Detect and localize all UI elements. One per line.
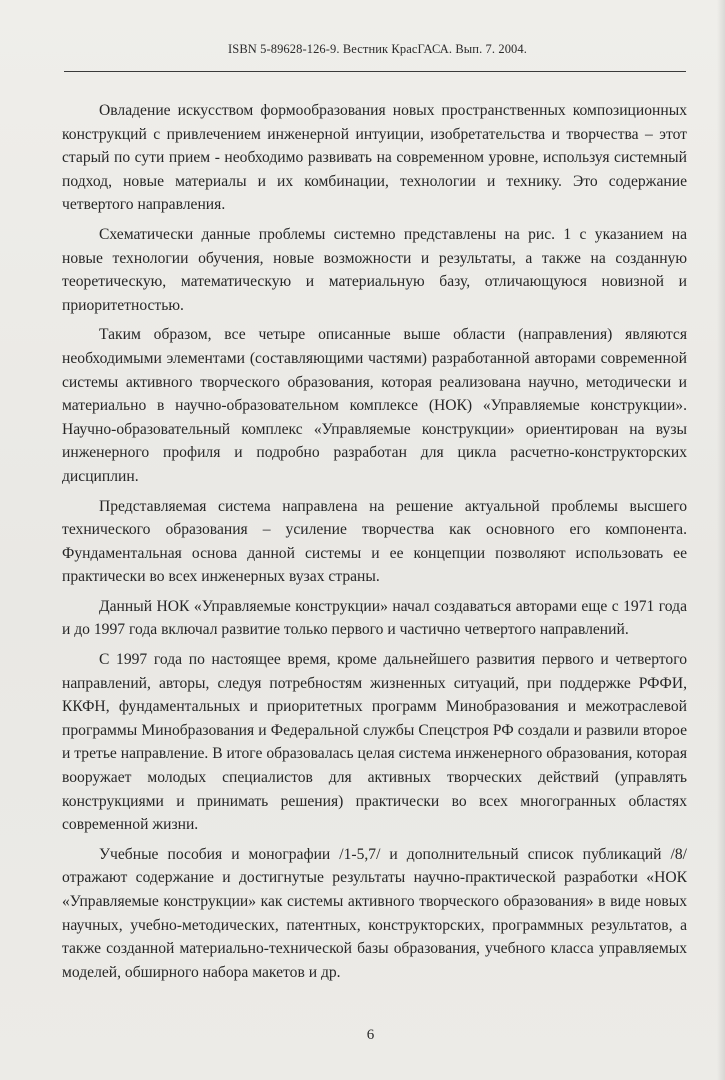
header-divider	[64, 71, 686, 72]
body-text	[62, 99, 687, 990]
paragraph: Учебные пособия и монографии /1-5,7/ и дополнительный список публикаций /8/ отражают содержание и достигнутые результаты научно-практической разработки «НОК «Управляемые конструкции» как системы активного творческого образования» в виде новых научных, учебно-методических, патентных, конструкторских, программных результатов, а также созданной материально-технической базы образования, учебного класса управляемых моделей, обширного набора макетов и др.	[62, 845, 687, 981]
page-edge-shadow	[717, 0, 725, 1080]
paragraph: Овладение искусством формообразования новых пространственных композиционных конструкций с привлечением инженерной интуиции, изобретательства и творчества – этот старый по сути прием - необходимо развивать на современном уровне, используя системный подход, новые материалы и их комбинации, технологии и технику. Это содержание четвертого направления.	[62, 102, 687, 214]
page-number: 6	[366, 1027, 375, 1043]
paragraph: Представляемая система направлена на решение актуальной проблемы высшего технического образования – усиление творчества как основного его компонента. Фундаментальная основа данной системы и ее концепции позволяют использовать ее практически во всех инженерных вузах страны.	[62, 497, 687, 586]
paragraph: С 1997 года по настоящее время, кроме дальнейшего развития первого и четвертого направлений, авторы, следуя потребностям жизненных ситуаций, при поддержке РФФИ, ККФН, фундаментальных и приоритетных программ Минобразования и межотраслевой программы Минобразования и Федеральной службы Спецстроя РФ создали и развили второе и третье направление. В итоге образовалась целая система инженерного образования, которая вооружает молодых специалистов для активных творческих действий (управлять конструкциями и принимать решения) практически во всех многогранных областях современной жизни.	[62, 651, 687, 834]
paragraph: Схематически данные проблемы системно представлены на рис. 1 с указанием на новые технологии обучения, новые возможности и результаты, а также на созданную теоретическую, математическую и материальную базу, отличающуюся новизной и приоритетностью.	[62, 225, 687, 314]
running-header: ISBN 5-89628-126-9. Вестник КрасГАСА. Вып. 7. 2004.	[228, 42, 527, 56]
paragraph: Таким образом, все четыре описанные выше области (направления) являются необходимыми элементами (составляющими частями) разработанной авторами современной системы активного творческого образования, которая реализована научно, методически и материально в научно-образовательном комплексе (НОК) «Управляемые конструкции». Научно-образовательный комплекс «Управляемые конструкции» ориентирован на вузы инженерного профиля и подробно разработан для цикла расчетно-конструкторских дисциплин.	[62, 326, 687, 485]
paragraph: Данный НОК «Управляемые конструкции» начал создаваться авторами еще с 1971 года и до 1997 года включал развитие только первого и частично четвертого направлений.	[62, 597, 687, 639]
